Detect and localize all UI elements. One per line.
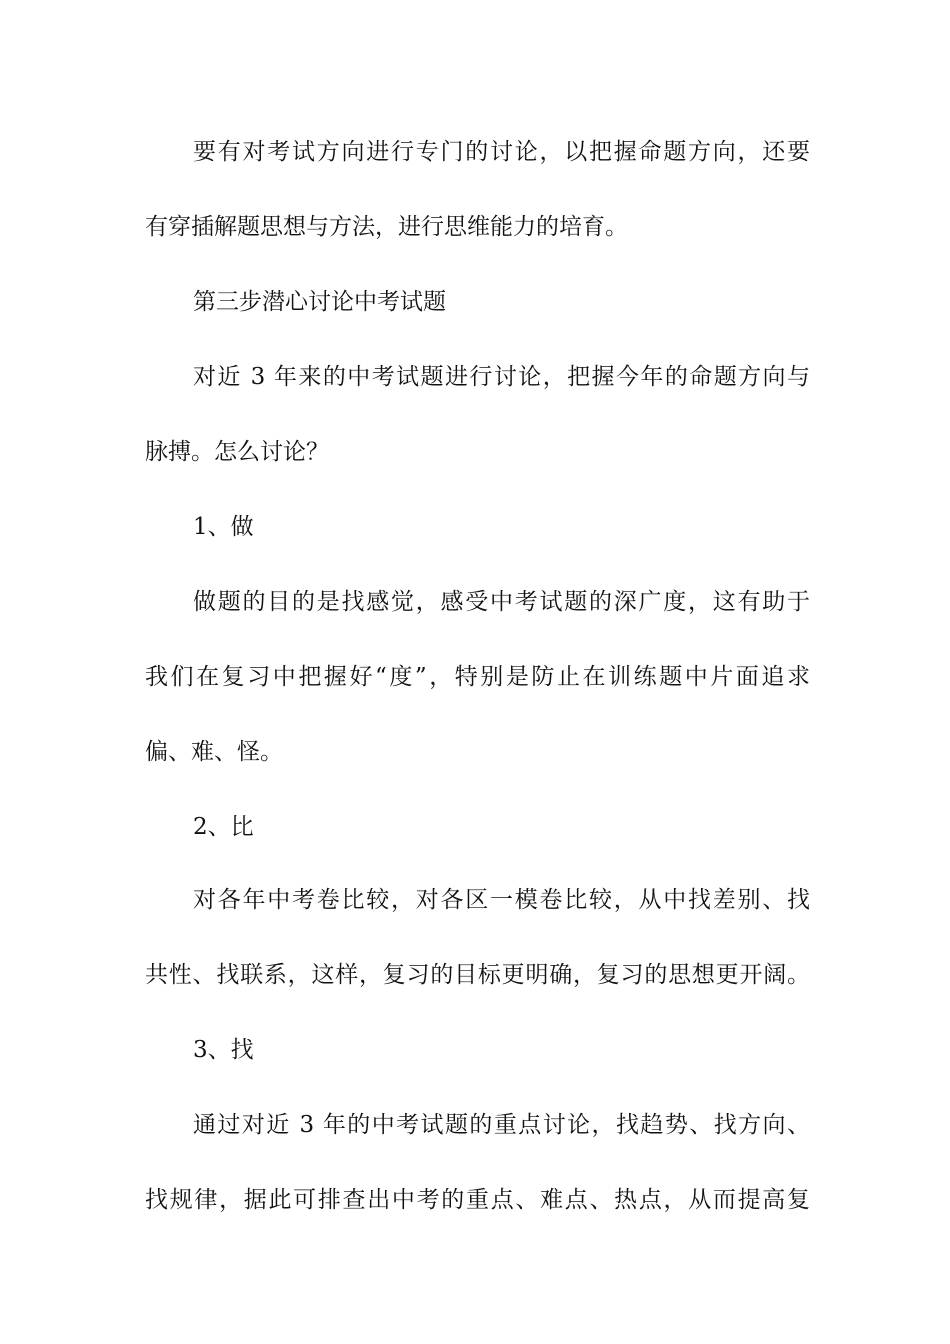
paragraph-line: 对近 3 年来的中考试题进行讨论，把握今年的命题方向与 <box>193 364 810 390</box>
paragraph-line: 做题的目的是找感觉，感受中考试题的深广度，这有助于 <box>193 589 810 615</box>
paragraph-line: 对各年中考卷比较，对各区一模卷比较，从中找差别、找 <box>193 887 810 913</box>
paragraph-line: 偏、难、怪。 <box>145 739 283 765</box>
paragraph-line: 脉搏。怎么讨论？ <box>145 439 329 465</box>
paragraph-line: 要有对考试方向进行专门的讨论，以把握命题方向，还要 <box>193 139 810 165</box>
paragraph-line: 通过对近 3 年的中考试题的重点讨论，找趋势、找方向、 <box>193 1112 810 1138</box>
list-heading: 2、比 <box>193 814 254 840</box>
list-heading: 1、做 <box>193 514 254 540</box>
section-heading: 第三步潜心讨论中考试题 <box>193 289 446 315</box>
paragraph-line: 找规律，据此可排查出中考的重点、难点、热点，从而提高复 <box>145 1187 810 1213</box>
paragraph-line: 我们在复习中把握好“度”，特别是防止在训练题中片面追求 <box>145 664 810 690</box>
paragraph-line: 有穿插解题思想与方法，进行思维能力的培育。 <box>145 214 628 240</box>
paragraph-line: 共性、找联系，这样，复习的目标更明确，复习的思想更开阔。 <box>145 962 810 988</box>
list-heading: 3、找 <box>193 1037 254 1063</box>
